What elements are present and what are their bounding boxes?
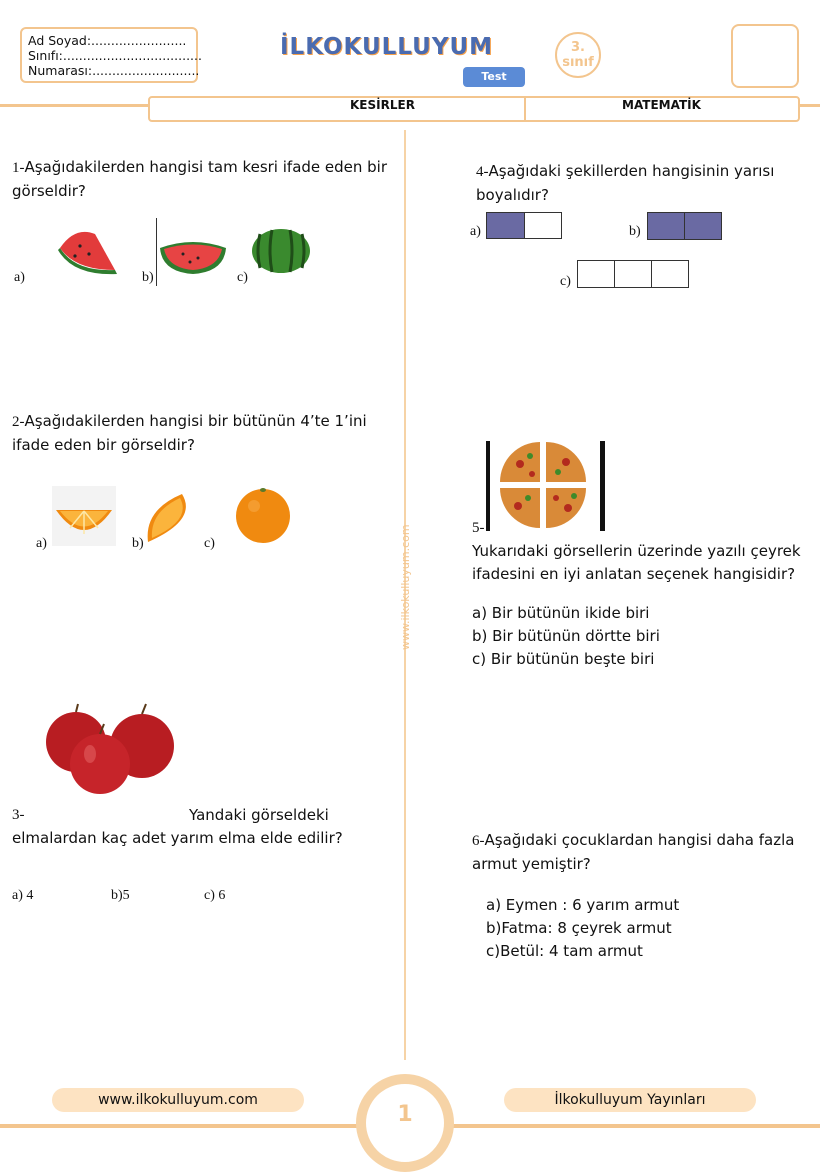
brand-logo: İLKOKULLUYUM xyxy=(280,34,494,60)
q4-text: Aşağıdaki şekillerden hangisinin yarısı boyalıdır? xyxy=(476,162,775,204)
number-field-label: Numarası:........................... xyxy=(28,63,200,78)
q6-option-a[interactable]: a) Eymen : 6 yarım armut xyxy=(486,896,680,914)
topic-title: KESİRLER xyxy=(350,98,415,112)
q4-option-a[interactable]: a) xyxy=(470,224,481,239)
q4-number: 4- xyxy=(476,164,489,180)
q3-number: 3- xyxy=(12,807,25,823)
footer-publisher: İlkokulluyum Yayınları xyxy=(504,1088,756,1112)
q1-option-a[interactable]: a) xyxy=(14,270,25,285)
name-field-label: Ad Soyad:........................ xyxy=(28,33,187,48)
q1-option-b[interactable]: b) xyxy=(142,270,154,285)
footer-website: www.ilkokulluyum.com xyxy=(52,1088,304,1112)
q2-option-c[interactable]: c) xyxy=(204,536,215,551)
q5-option-b[interactable]: b) Bir bütünün dörtte biri xyxy=(472,627,660,645)
page-number: 1 xyxy=(356,1074,454,1172)
grade-badge xyxy=(555,32,601,78)
whole-orange-image xyxy=(232,484,294,544)
whole-watermelon-image xyxy=(250,226,312,276)
q3-option-a[interactable]: a) 4 xyxy=(12,888,34,903)
watermark xyxy=(393,490,417,660)
q5-option-a[interactable]: a) Bir bütünün ikide biri xyxy=(472,604,650,622)
grade-word: sınıf xyxy=(562,55,594,70)
watermelon-slice-image xyxy=(55,226,145,276)
apples-image xyxy=(38,702,178,794)
q4-option-c[interactable]: c) xyxy=(560,274,571,289)
shape-b-shaded-part-1 xyxy=(647,212,685,240)
q3-option-b[interactable]: b)5 xyxy=(111,888,130,903)
orange-quarter-image xyxy=(142,490,198,548)
question-2 xyxy=(12,410,392,457)
shape-c-part-3 xyxy=(651,260,689,288)
pizza-right-bar xyxy=(600,441,605,531)
watermelon-half-image xyxy=(158,238,228,278)
orange-half-image xyxy=(52,486,116,546)
class-field-label: Sınıfı:................................... xyxy=(28,48,202,63)
grade-number: 3. xyxy=(571,40,585,55)
q2-option-b[interactable]: b) xyxy=(132,536,144,551)
shape-a-shaded-part xyxy=(486,212,525,239)
pizza-left-bar xyxy=(486,441,490,531)
q6-option-b[interactable]: b)Fatma: 8 çeyrek armut xyxy=(486,919,672,937)
shape-b-shaded-part-2 xyxy=(684,212,722,240)
q4-option-b[interactable]: b) xyxy=(629,224,641,239)
question-1 xyxy=(12,156,402,203)
watermark-text: www.ilkokulluyum.com xyxy=(399,524,412,650)
q1-text: Aşağıdakilerden hangisi tam kesri ifade eden bir görseldir? xyxy=(12,158,388,200)
q5-option-c[interactable]: c) Bir bütünün beşte biri xyxy=(472,650,655,668)
q3-option-c[interactable]: c) 6 xyxy=(204,888,226,903)
test-badge: Test xyxy=(463,67,525,87)
q1-option-c[interactable]: c) xyxy=(237,270,248,285)
q6-number: 6- xyxy=(472,833,485,849)
shape-c-part-1 xyxy=(577,260,615,288)
q2-option-a[interactable]: a) xyxy=(36,536,47,551)
title-separator xyxy=(524,96,526,122)
shape-a-empty-part xyxy=(524,212,562,239)
q6-option-c[interactable]: c)Betül: 4 tam armut xyxy=(486,942,643,960)
q2-text: Aşağıdakilerden hangisi bir bütünün 4’te 1’ini ifade eden bir görseldir? xyxy=(12,412,367,454)
q1-number: 1- xyxy=(12,160,25,176)
q3-text-line2: elmalardan kaç adet yarım elma elde edilir? xyxy=(12,829,343,847)
student-info-box xyxy=(20,27,202,83)
q5-text: Yukarıdaki görsellerin üzerinde yazılı çeyrek ifadesini en iyi anlatan seçenek hangisidir? xyxy=(472,542,801,583)
question-6 xyxy=(472,829,812,876)
pizza-quarters-image xyxy=(496,440,592,530)
q6-text: Aşağıdaki çocuklardan hangisi daha fazla armut yemiştir? xyxy=(472,831,795,873)
option-divider xyxy=(156,218,157,286)
question-4 xyxy=(476,160,796,207)
q2-number: 2- xyxy=(12,414,25,430)
shape-c-part-2 xyxy=(614,260,652,288)
photo-box xyxy=(731,24,799,88)
q3-text-line1: Yandaki görseldeki xyxy=(189,806,329,824)
title-bar xyxy=(148,96,800,122)
subject-title: MATEMATİK xyxy=(622,98,701,112)
q5-number: 5- xyxy=(472,520,485,536)
